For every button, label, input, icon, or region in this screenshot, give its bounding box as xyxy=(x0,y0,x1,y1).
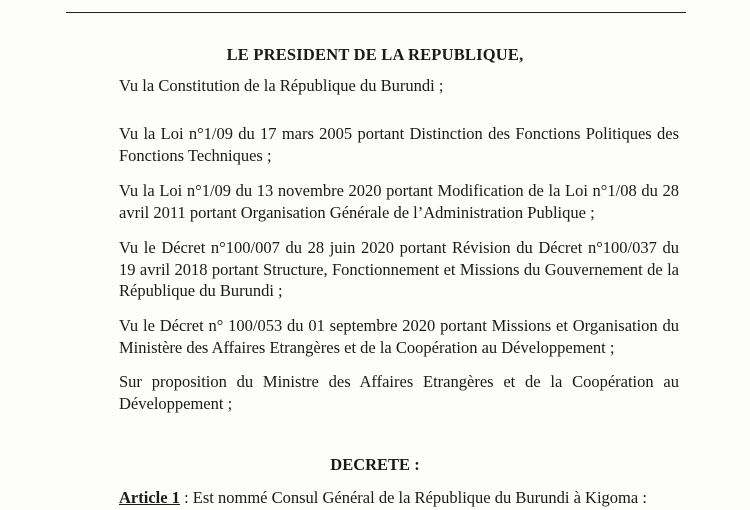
paragraph-loi-2005: Vu la Loi n°1/09 du 17 mars 2005 portant Distinction des Fonctions Politiques des Fonctions Techniques ; xyxy=(119,124,679,165)
decrete-heading: DECRETE : xyxy=(330,455,420,474)
paragraph-proposition: Sur proposition du Ministre des Affaires Etrangères et de la Coopération au Développement ; xyxy=(119,372,679,413)
article-label: Article 1 xyxy=(119,488,180,507)
top-rule xyxy=(66,12,686,13)
article-1 xyxy=(119,487,719,509)
paragraph-loi-2020: Vu la Loi n°1/09 du 13 novembre 2020 portant Modification de la Loi n°1/08 du 28 avril 2011 portant Organisation Générale de l’Administration Publique ; xyxy=(119,181,679,222)
paragraph-constitution: Vu la Constitution de la République du Burundi ; xyxy=(119,76,444,95)
paragraph-decret-100-007: Vu le Décret n°100/007 du 28 juin 2020 portant Révision du Décret n°100/037 du 19 avril 2018 portant Structure, Fonctionnement et Missions du Gouvernement de la République du Burundi ; xyxy=(119,238,679,300)
article-text: : Est nommé Consul Général de la République du Burundi à Kigoma : xyxy=(179,488,647,507)
paragraph-decret-100-053: Vu le Décret n° 100/053 du 01 septembre 2020 portant Missions et Organisation du Ministère des Affaires Etrangères et de la Coopération au Développement ; xyxy=(119,316,679,357)
document-heading: LE PRESIDENT DE LA REPUBLIQUE, xyxy=(226,45,524,64)
